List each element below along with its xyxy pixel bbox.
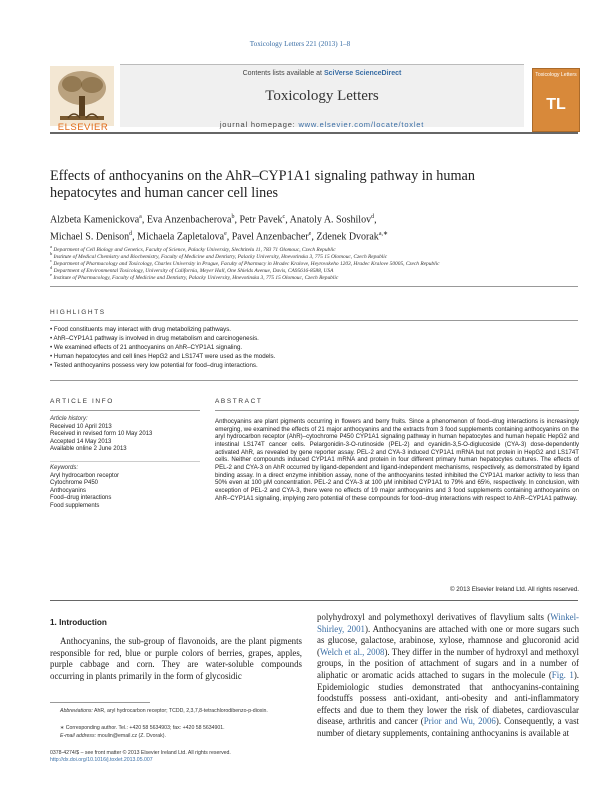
cover-logo: TL — [546, 96, 566, 113]
affiliation-b: $^b$ Institute of Medical Chemistry and Biochemistry, Faculty of Medicine and Dentistry, Palacky University, Hnevotinska 3, 775 15 Olomouc, Czech Republic — [50, 251, 388, 260]
history-accepted: Accepted 14 May 2013 — [50, 438, 112, 445]
journal-citation[interactable]: Toxicology Letters 221 (2013) 1–8 — [249, 40, 351, 48]
author-name: Petr Pavek — [239, 214, 283, 226]
keyword: Aryl hydrocarbon receptor — [50, 472, 120, 479]
author-affil-sup: b — [231, 214, 235, 220]
author-name: Zdenek Dvorak — [316, 231, 379, 243]
authors-line-1: Alzbeta Kamenickova$^a$, Eva Anzenbacherova$^b$, Petr Pavek$^c$, Anatoly A. Soshilov$^d$, — [50, 214, 377, 226]
author-affil-sup: a,∗ — [378, 231, 389, 238]
citation-link[interactable]: Prior and Wu, 2006 — [423, 716, 496, 727]
highlights-rule — [50, 320, 578, 321]
cover-title: Toxicology Letters — [535, 72, 577, 78]
intro-paragraph-left: Anthocyanins, the sub-group of flavonoids, are the plant pigments responsible for red, blue or purple colors of berries, grapes, apples, purple cabbage and corn. They are water-soluble compounds occurring in plants primarily in the form of glycosidic — [50, 636, 302, 681]
highlight-item: • Tested anthocyanins possess very low potential for food–drug interactions. — [50, 362, 258, 369]
author-affil-sup: e — [224, 231, 227, 238]
highlights-end-rule — [50, 380, 578, 381]
author-name: Eva Anzenbacherova — [146, 214, 232, 226]
abstract-heading: ABSTRACT — [215, 398, 263, 405]
doi-line — [50, 757, 300, 764]
authors-line-2: Michael S. Denison$^d$, Michaela Zapletalova$^e$, Pavel Anzenbacher$^e$, Zdenek Dvorak$^{a,∗}$ — [50, 231, 389, 243]
highlight-item: • We examined effects of 21 anthocyanins on AhR–CYP1A1 signaling. — [50, 344, 243, 351]
history-revised: Received in revised form 10 May 2013 — [50, 431, 153, 438]
author-name: Anatoly A. Soshilov — [289, 214, 372, 226]
author-affil-sup: c — [282, 214, 286, 220]
history-label: Article history: — [50, 416, 88, 422]
journal-title: Toxicology Letters — [265, 88, 379, 104]
homepage-link[interactable]: www.elsevier.com/locate/toxlet — [298, 120, 425, 129]
homepage-label: journal homepage: — [219, 120, 296, 129]
keyword: Food supplements — [50, 502, 100, 509]
issn-line: 0378-4274/$ – see front matter © 2013 Elsevier Ireland Ltd. All rights reserved. — [50, 750, 231, 756]
email-link[interactable]: moulin@email.cz (Z. Dvorak). — [97, 733, 166, 739]
author-affil-sup: d — [371, 214, 375, 220]
contents-line — [120, 70, 524, 77]
author-affil-sup: d — [129, 231, 133, 238]
author-name: Pavel Anzenbacher — [231, 231, 309, 243]
article-history — [50, 416, 200, 454]
history-received: Received 10 April 2013 — [50, 423, 112, 430]
author-name: Alzbeta Kamenickova — [50, 214, 140, 226]
citation-link[interactable]: Winkel-Shirley, 2001 — [317, 612, 579, 634]
abbreviations-footnote: Abbreviations: AhR, aryl hydrocarbon receptor; TCDD, 2,3,7,8-tetrachlorodibenzo-p-dioxin. — [60, 708, 268, 714]
author-affil-sup: a — [139, 214, 142, 220]
affiliations-rule — [50, 286, 578, 287]
keywords-block — [50, 465, 200, 511]
corresponding-footnote: ∗ Corresponding author. Tel.: +420 58 5634903; fax: +420 58 5634901. — [60, 725, 225, 731]
article-info-rule — [50, 410, 200, 411]
article-info-heading: ARTICLE INFO — [50, 398, 114, 405]
affiliation-c: $^c$ Department of Pharmacology and Toxicology, Charles University in Prague, Faculty of Pharmacy in Hradec Kralove, Heyrovskeho 1203, Hradec Kralove 50005, Czech Republic — [50, 258, 440, 267]
journal-homepage — [120, 120, 524, 129]
contents-prefix: Contents lists available at — [242, 70, 322, 77]
highlight-item: • AhR–CYP1A1 pathway is involved in drug metabolism and carcinogenesis. — [50, 335, 259, 342]
history-online: Available online 2 June 2013 — [50, 446, 127, 453]
affiliation-a: $^a$ Department of Cell Biology and Genetics, Faculty of Science, Palacky University, Slechtitelu 11, 783 71 Olomouc, Czech Republic — [50, 244, 336, 253]
footnote-rule — [50, 702, 150, 703]
copyright: © 2013 Elsevier Ireland Ltd. All rights reserved. — [449, 586, 579, 593]
keywords-rule — [50, 461, 200, 462]
section-heading: 1. Introduction — [50, 618, 107, 627]
keyword: Anthocyanins — [50, 487, 87, 494]
author-list — [50, 210, 490, 245]
author-name: Michael S. Denison — [50, 231, 130, 243]
author-affil-sup: e — [308, 231, 312, 238]
affiliation-e: $^e$ Institute of Pharmacology, Faculty of Medicine and Dentistry, Palacky University, Hnevotinska 3, 775 15 Olomouc, Czech Republic — [50, 272, 339, 281]
keywords-label: Keywords: — [50, 465, 79, 471]
highlights-heading: HIGHLIGHTS — [50, 309, 106, 316]
highlight-item: • Human hepatocytes and cell lines HepG2 and LS174T were used as the models. — [50, 353, 276, 360]
front-matter-rule — [50, 600, 578, 601]
figure-link[interactable]: Fig. 1 — [551, 669, 574, 680]
article-title: Effects of anthocyanins on the AhR–CYP1A1 signaling pathway in human hepatocytes and human cancer cell lines — [50, 168, 475, 201]
header-rule — [50, 132, 578, 134]
keyword: Food–drug interactions — [50, 495, 112, 502]
doi-link[interactable]: http://dx.doi.org/10.1016/j.toxlet.2013.05.007 — [50, 757, 153, 763]
publisher-wordmark: ELSEVIER — [57, 122, 109, 133]
affiliation-d: $^d$ Department of Environmental Toxicology, University of California, Meyer Hall, One Shields Avenue, Davis, CA95616-8588, USA — [50, 265, 334, 274]
author-name: Michaela Zapletalova — [137, 231, 225, 243]
elsevier-tree-logo — [50, 66, 114, 126]
intro-paragraph-right: polyhydroxyl and polymethoxyl derivatives of flavylium salts (Winkel-Shirley, 2001). Anthocyanins are attached with one or more sugars such as glucose, galactose, arabinose, xylose, rhamnose and glucoronid acid (Welch et al., 2008). They differ in the number of hydroxyl and methoxyl groups, in the position of attachment of sugars and in a number of aliphatic or aromatic acids attached to sugars in the molecule (Fig. 1). Epidemiologic studies demonstrated that anthocyanins-containing foodstuffs possess anti-oxidant, anti-obesity and anti-inflammatory effects and due to them they lower the risk of diabetes, cardiovascular disease, arthritis and cancer (Prior and Wu, 2006). Consequently, a vast number of dietary supplements, containing anthocyanins is available at — [317, 612, 580, 738]
email-footnote: E-mail address: moulin@email.cz (Z. Dvorak). — [60, 733, 166, 739]
citation-link[interactable]: Welch et al., 2008 — [319, 646, 385, 657]
keyword: Cytochrome P450 — [50, 480, 99, 487]
sciencedirect-link[interactable]: SciVerse ScienceDirect — [323, 70, 402, 77]
highlight-item: • Food constituents may interact with drug metabolizing pathways. — [50, 326, 232, 333]
abstract-text: Anthocyanins are plant pigments occurring in flowers and berry fruits. Since a phenomenon of food–drug interactions is increasingly emerging, we examined the effects of 21 major anthocyanins and the extracts from 3 food supplements containing anthocyanins on the aryl hydrocarbon receptor (AhR)–cytochrome P450 CYP1A1 signaling pathway in human hepatocytes and human hepatic HepG2 and intestinal LS174T cancer cells. Pelargonidin-3-O-rutinoside (PEL-2) and cyanidin-3,5-O-diglucoside (CYA-3) dose-dependently activated AhR, as revealed by gene reporter assay. PEL-2 and CYA-3 induced CYP1A1 mRNA but not protein in HepG2 and LS174T cells. Neither compounds induced CYP1A1 mRNA and protein in four different primary human hepatocytes cultures. The effects of PEL-2 and CYA-3 on AhR occurred by ligand-dependent and ligand-independent mechanisms, respectively, as demonstrated by ligand binding assay. In a direct enzyme inhibition assay, none of the anthocyanins tested inhibited the CYP1A1 marker activity to less than 50% even at 100 μM concentration. PEL-2 and CYA-3 at 100 μM inhibited CYP1A1 to 79% and 65%, respectively. In conclusion, with exception of PEL-2 and CYA-3, there were no effects of 19 major anthocyanins and 3 food supplements containing anthocyanins on AhR–CYP1A1 signaling, implying zero potential of these compounds for food–drug interactions with respect to AhR–CYP1A1 pathway. — [215, 418, 579, 502]
abstract-rule — [215, 410, 579, 411]
